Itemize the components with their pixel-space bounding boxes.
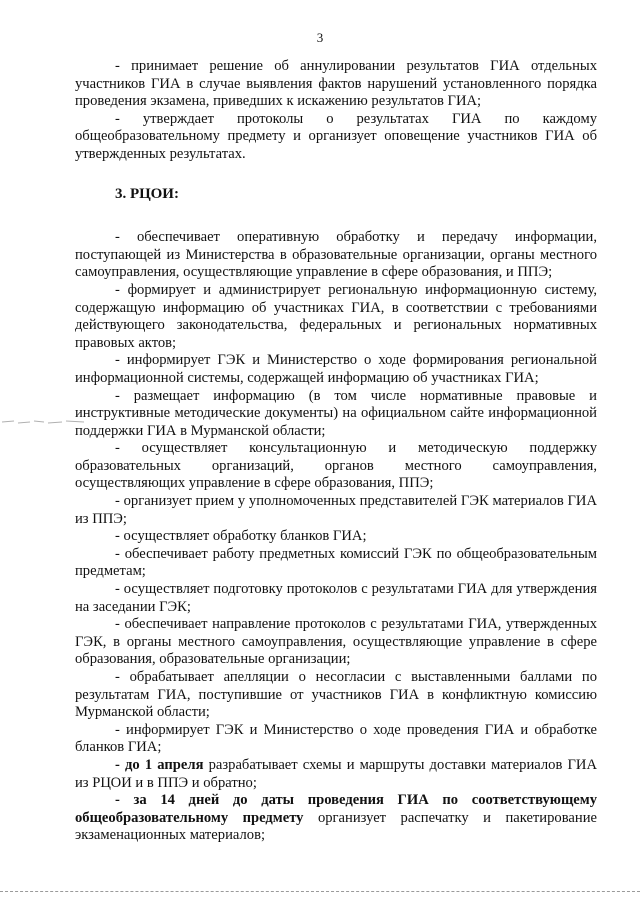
list-item: - обеспечивает направление протоколов с результатами ГИА, утвержденных ГЭК, в органы местного самоуправления, осуществляющие управление в сфере образования, образовательные организации; [75,616,597,668]
list-item: - размещает информацию (в том числе нормативные правовые и инструктивные методические документы) на официальном сайте информационной поддержки ГИА в Мурманской области; [75,387,597,439]
list-item: - обрабатывает апелляции о несогласии с выставленными баллами по результатам ГИА, поступившие от участников ГИА в конфликтную комиссию Мурманской области; [75,669,597,721]
list-item-14-days [75,792,597,845]
list-item: - информирует ГЭК и Министерство о ходе формирования региональной информационной системы, содержащей информацию об участниках ГИА; [75,352,597,386]
list-item: - осуществляет консультационную и методическую поддержку образовательных организаций, органов местного самоуправления, осуществляющих управление в сфере образования, ППЭ; [75,440,597,492]
scan-edge-line [0,891,640,892]
section-heading: 3. РЦОИ: [115,185,179,202]
list-item-april [75,757,597,792]
paragraph-approve: - утверждает протоколы о результатах ГИА по каждому общеобразовательному предмету и организует оповещение участников ГИА об утвержденных результатах. [75,110,597,162]
document-body [75,58,597,845]
deadline-bold: - до 1 апреля [115,756,204,773]
margin-scan-marks [0,417,86,427]
page-number: 3 [316,30,324,45]
list-item: - формирует и администрирует региональную информационную систему, содержащую информацию об участниках ГИА, в соответствии с требованиями действующего законодательства, федеральных и региональных нормативных правовых актов; [75,281,597,351]
list-item: - осуществляет обработку бланков ГИА; [115,528,367,545]
deadline-bold: - за 14 дней до даты проведения ГИА по соответствующему общеобразовательному предмету [75,792,597,826]
list-item: - информирует ГЭК и Министерство о ходе проведения ГИА и обработке бланков ГИА; [75,721,597,756]
list-item-text: разрабатывает схемы и маршруты доставки материалов ГИА из РЦОИ и в ППЭ и обратно; [75,756,597,791]
list-item: - осуществляет подготовку протоколов с результатами ГИА для утверждения на заседании ГЭК; [75,581,597,615]
list-item: - обеспечивает работу предметных комиссий ГЭК по общеобразовательным предметам; [75,545,597,580]
list-item-text: организует распечатку и пакетирование экзаменационных материалов; [75,809,597,844]
list-item: - обеспечивает оперативную обработку и передачу информации, поступающей из Министерства в образовательные организации, органы местного самоуправления, осуществляющие управление в сфере образования, и ППЭ; [75,229,597,281]
paragraph-annul: - принимает решение об аннулировании результатов ГИА отдельных участников ГИА в случае выявления фактов нарушений установленного порядка проведения экзамена, приведших к искажению результатов ГИА; [75,58,597,110]
list-item: - организует прием у уполномоченных представителей ГЭК материалов ГИА из ППЭ; [75,493,597,527]
